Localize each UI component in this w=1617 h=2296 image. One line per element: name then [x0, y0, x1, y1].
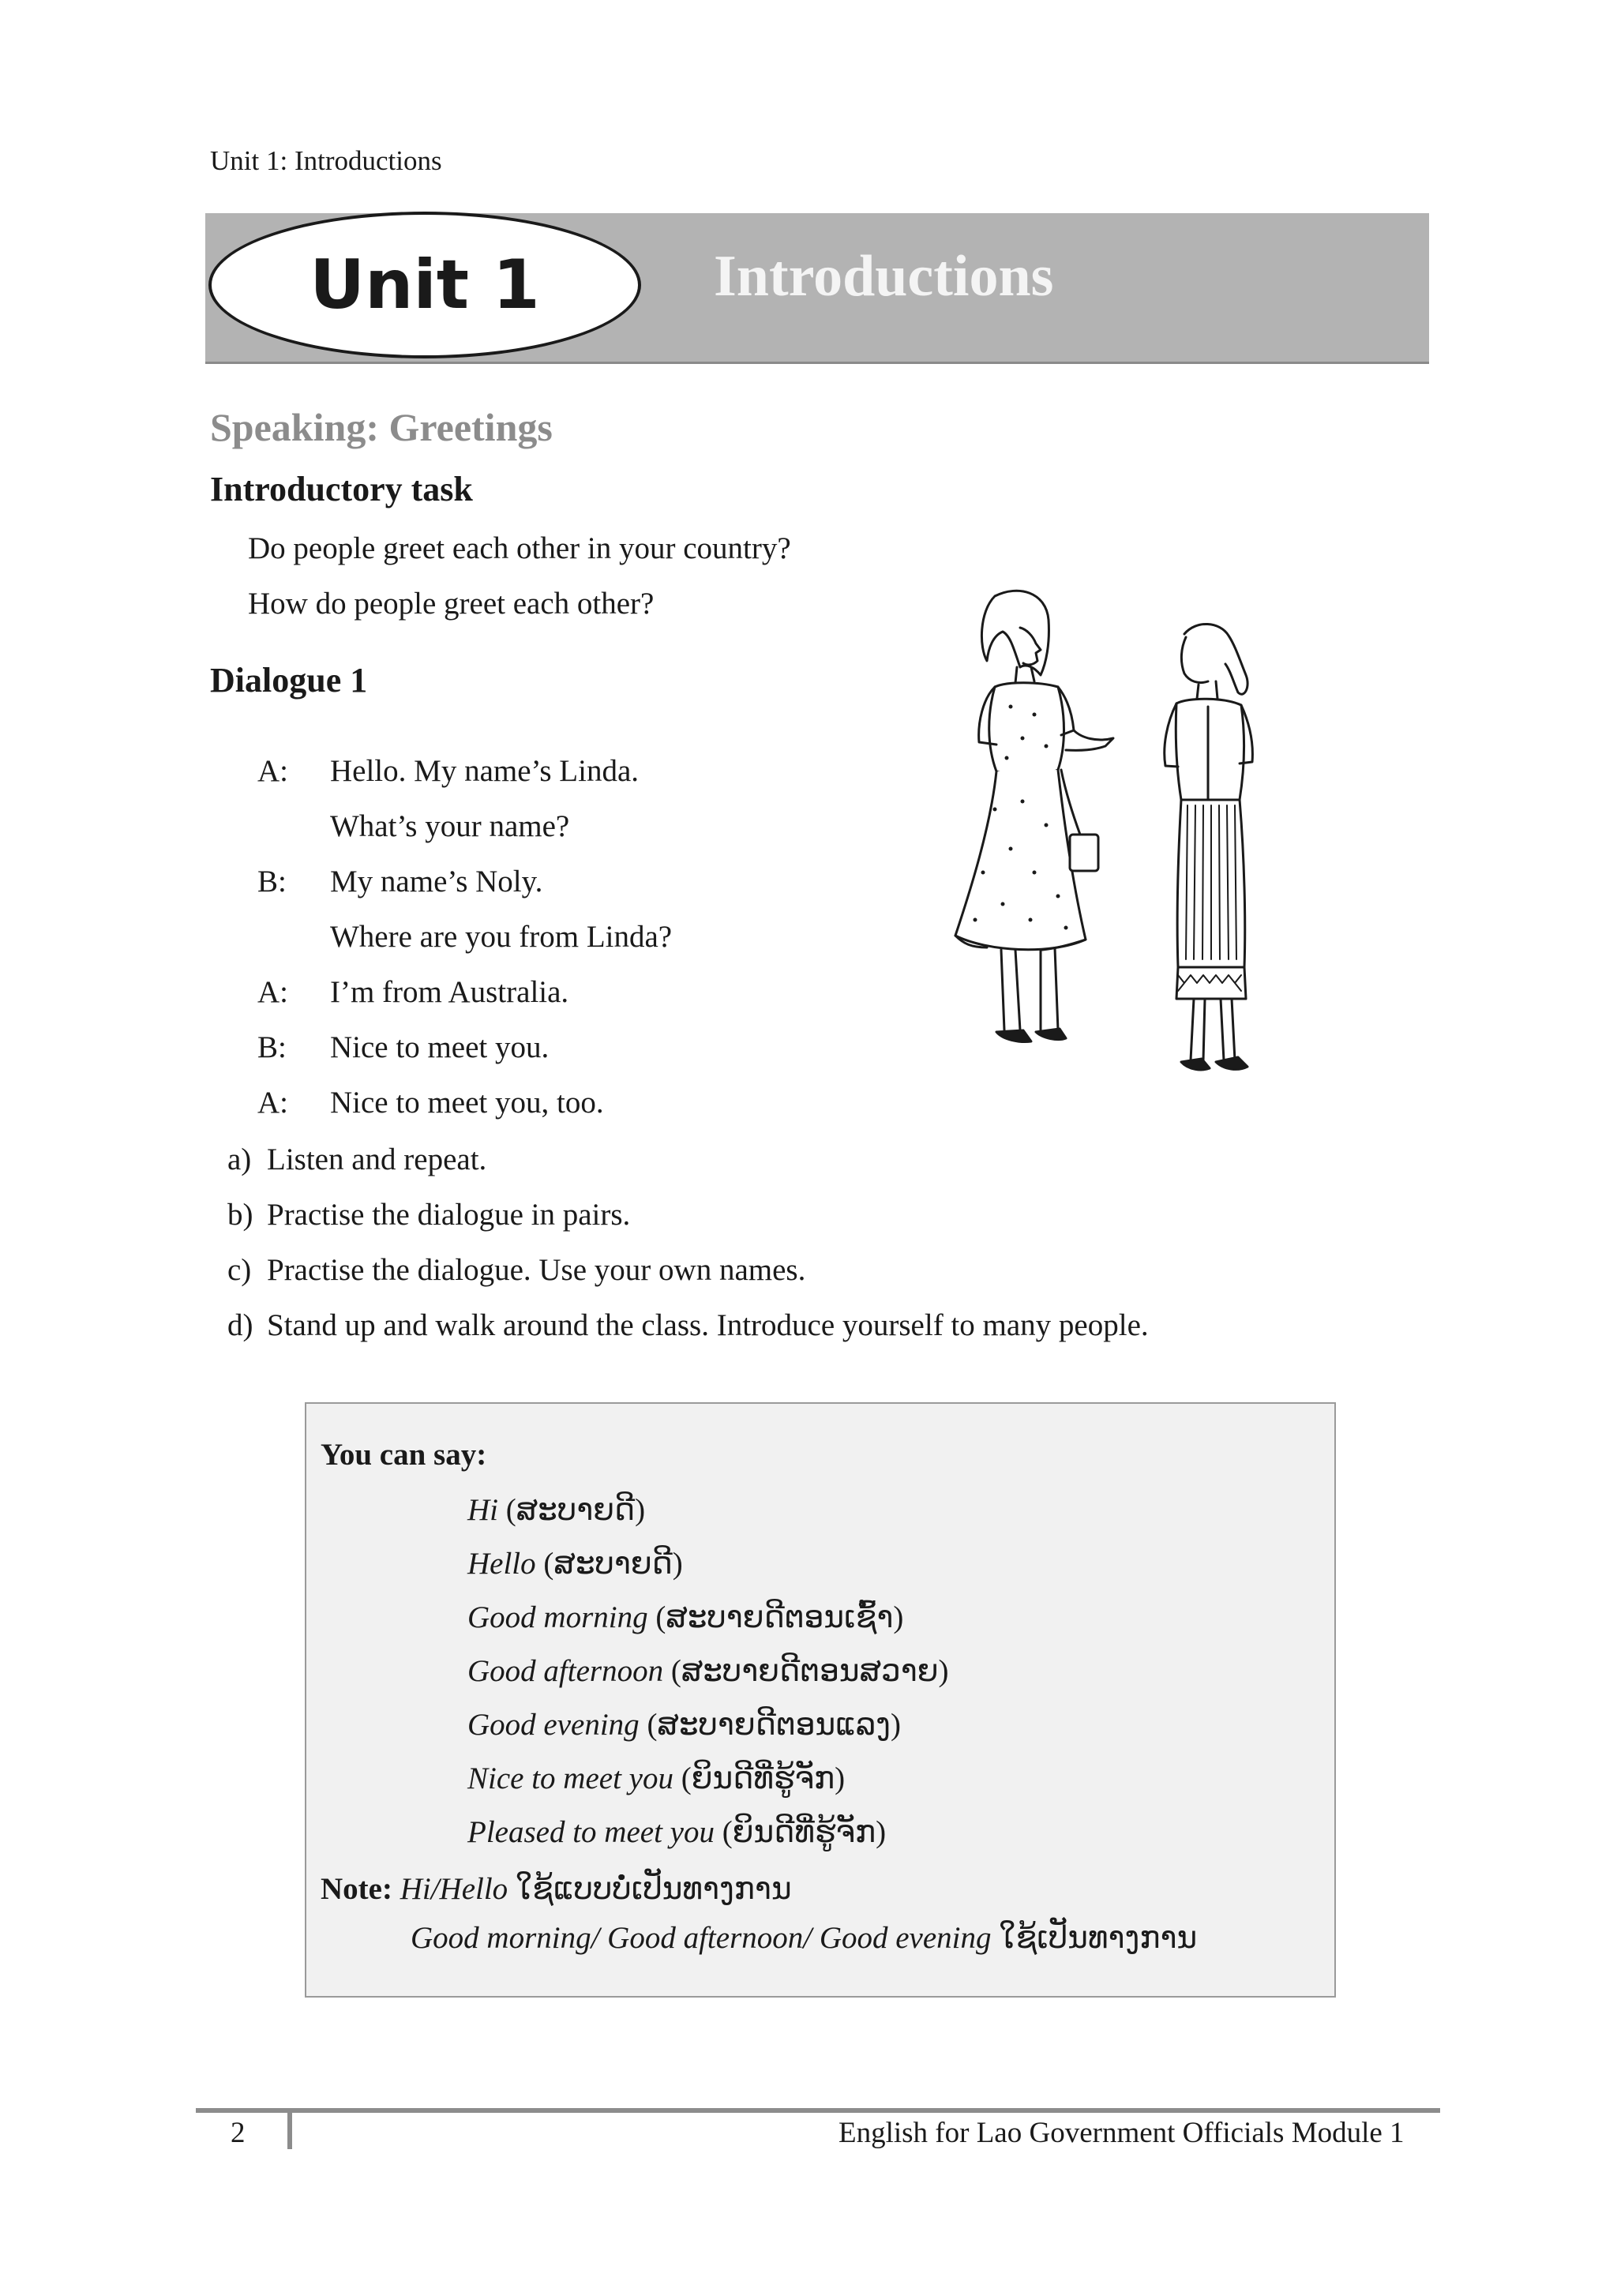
note-english: Hi/Hello [400, 1872, 508, 1906]
you-can-say-box [305, 1402, 1336, 1998]
phrase-english: Hello [467, 1547, 536, 1581]
unit-title: Introductions [714, 244, 1054, 309]
phrase-item [467, 1814, 886, 1850]
task-text: Listen and repeat. [267, 1142, 487, 1176]
phrase-lao: (ຍິນດີທີ່ຮູ້ຈັກ) [673, 1761, 846, 1795]
dialogue-line [257, 919, 672, 955]
dialogue-text: What’s your name? [330, 809, 570, 843]
note-label: Note: [321, 1872, 392, 1906]
phrase-item [467, 1546, 683, 1581]
task-item [227, 1142, 486, 1177]
task-item [227, 1197, 630, 1232]
phrase-item [467, 1707, 901, 1743]
dialogue-text: Nice to meet you. [330, 1030, 550, 1064]
task-letter: c) [227, 1253, 252, 1287]
unit-label-oval [208, 212, 641, 358]
note-english: Good morning/ Good afternoon/ Good evening [411, 1921, 992, 1955]
dialogue-text: Nice to meet you, too. [330, 1086, 604, 1120]
dialogue-line [257, 753, 639, 789]
task-text: Practise the dialogue in pairs. [267, 1198, 631, 1232]
woman-right-figure [1165, 624, 1253, 1069]
dialogue-line [257, 974, 568, 1010]
note-line [411, 1920, 1197, 1956]
speaker-label: A: [257, 1086, 288, 1120]
speaker-label [257, 919, 330, 955]
phrase-english: Good afternoon [467, 1654, 664, 1688]
phrase-lao: (ສະບາຍດີຕອນແລງ) [639, 1708, 901, 1742]
woman-left-figure [955, 591, 1113, 1041]
intro-question: Do people greet each other in your country? [248, 531, 791, 565]
task-letter: a) [227, 1142, 252, 1176]
greeting-illustration [947, 588, 1319, 1109]
phrase-item [467, 1492, 645, 1528]
dialogue-line [257, 808, 569, 844]
page-number: 2 [231, 2117, 246, 2149]
dialogue-text: My name’s Noly. [330, 865, 543, 899]
footer-title: English for Lao Government Officials Module 1 [839, 2117, 1405, 2149]
task-letter: d) [227, 1308, 253, 1342]
unit-label: Unit 1 [310, 246, 540, 325]
dialogue-text: Where are you from Linda? [330, 920, 673, 954]
phrase-item [467, 1761, 845, 1796]
phrase-item [467, 1653, 949, 1689]
dialogue-line [257, 864, 542, 899]
task-text: Practise the dialogue. Use your own names. [267, 1253, 806, 1287]
task-item [227, 1307, 1149, 1343]
note-line [321, 1871, 792, 1907]
dialogue-text: Hello. My name’s Linda. [330, 754, 640, 788]
dialogue-line [257, 1030, 549, 1065]
task-text: Stand up and walk around the class. Introduce yourself to many people. [267, 1308, 1149, 1342]
note-lao: ໃຊ້ແບບບໍ່ເປັນທາງການ [508, 1872, 792, 1906]
phrase-english: Good morning [467, 1600, 648, 1634]
speaker-label [257, 808, 330, 844]
intro-question: How do people greet each other? [248, 587, 655, 621]
speaker-label: A: [257, 975, 288, 1009]
section-title: Speaking: Greetings [210, 405, 553, 449]
phrase-english: Pleased to meet you [467, 1815, 715, 1849]
phrase-english: Nice to meet you [467, 1761, 673, 1795]
footer-rule [196, 2108, 1440, 2113]
footer-divider [287, 2113, 292, 2149]
phrase-lao: (ສະບາຍດີຕອນສວາຍ) [663, 1654, 949, 1688]
note-lao: ໃຊ້ເປັນທາງການ [991, 1921, 1198, 1955]
phrase-lao: (ສະບາຍດີ) [498, 1493, 646, 1527]
phrase-lao: (ສະບາຍດີ) [535, 1547, 683, 1581]
phrase-item [467, 1600, 903, 1635]
running-header: Unit 1: Introductions [210, 145, 442, 176]
phrase-english: Hi [467, 1493, 498, 1527]
dialogue-line [257, 1085, 604, 1120]
task-item [227, 1252, 805, 1288]
dialogue-text: I’m from Australia. [330, 975, 569, 1009]
speaker-label: B: [257, 1030, 287, 1064]
phrase-lao: (ຍິນດີທີ່ຮູ້ຈັກ) [714, 1815, 887, 1849]
speaker-label: B: [257, 865, 287, 899]
phrase-english: Good evening [467, 1708, 640, 1742]
dialogue-heading: Dialogue 1 [210, 661, 368, 700]
task-letter: b) [227, 1198, 253, 1232]
phrase-lao: (ສະບາຍດີຕອນເຊົ້າ) [647, 1600, 904, 1634]
you-can-say-heading: You can say: [321, 1438, 487, 1472]
intro-task-heading: Introductory task [210, 470, 473, 508]
speaker-label: A: [257, 754, 288, 788]
